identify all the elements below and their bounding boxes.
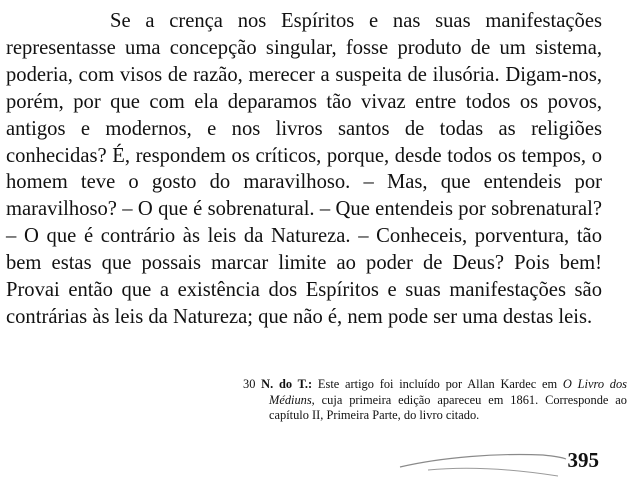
footnote-text-after: , cuja primeira edição apareceu em 1861. Corresponde ao capítulo II, Primeira Parte, do livro citado. <box>269 392 627 423</box>
page-number: 395 <box>567 448 599 472</box>
footnote <box>243 377 627 424</box>
body-paragraph: Se a crença nos Espíritos e nas suas manifestações representasse uma concepção singular, fosse produto de um sistema, poderia, com visos de razão, merecer a suspeita de ilusória. Digam-nos, porém, por que com ela deparamos tão vivaz entre todos os povos, antigos e modernos, e nos livros santos de todas as religiões conhecidas? É, respondem os críticos, porque, desde todos os tempos, o homem teve o gosto do maravilhoso. – Mas, que entendeis por maravilhoso? – O que é sobrenatural. – Que entendeis por sobrenatural? – O que é contrário às leis da Natureza. – Conheceis, porventura, tão bem estas que possais marcar limite ao poder de Deus? Pois bem! Provai então que a existência dos Espíritos e suas manifestações são contrárias às leis da Natureza; que não é, nem pode ser uma destas leis. <box>6 10 602 328</box>
footer-swoosh-ornament <box>398 446 568 486</box>
footnote-book-title: O Livro dos Médiuns <box>269 377 627 407</box>
footnote-label: N. do T.: <box>261 377 313 391</box>
footnote-text-before: Este artigo foi incluído por Allan Kardec em <box>312 377 563 391</box>
footnote-number: 30 <box>243 377 256 391</box>
